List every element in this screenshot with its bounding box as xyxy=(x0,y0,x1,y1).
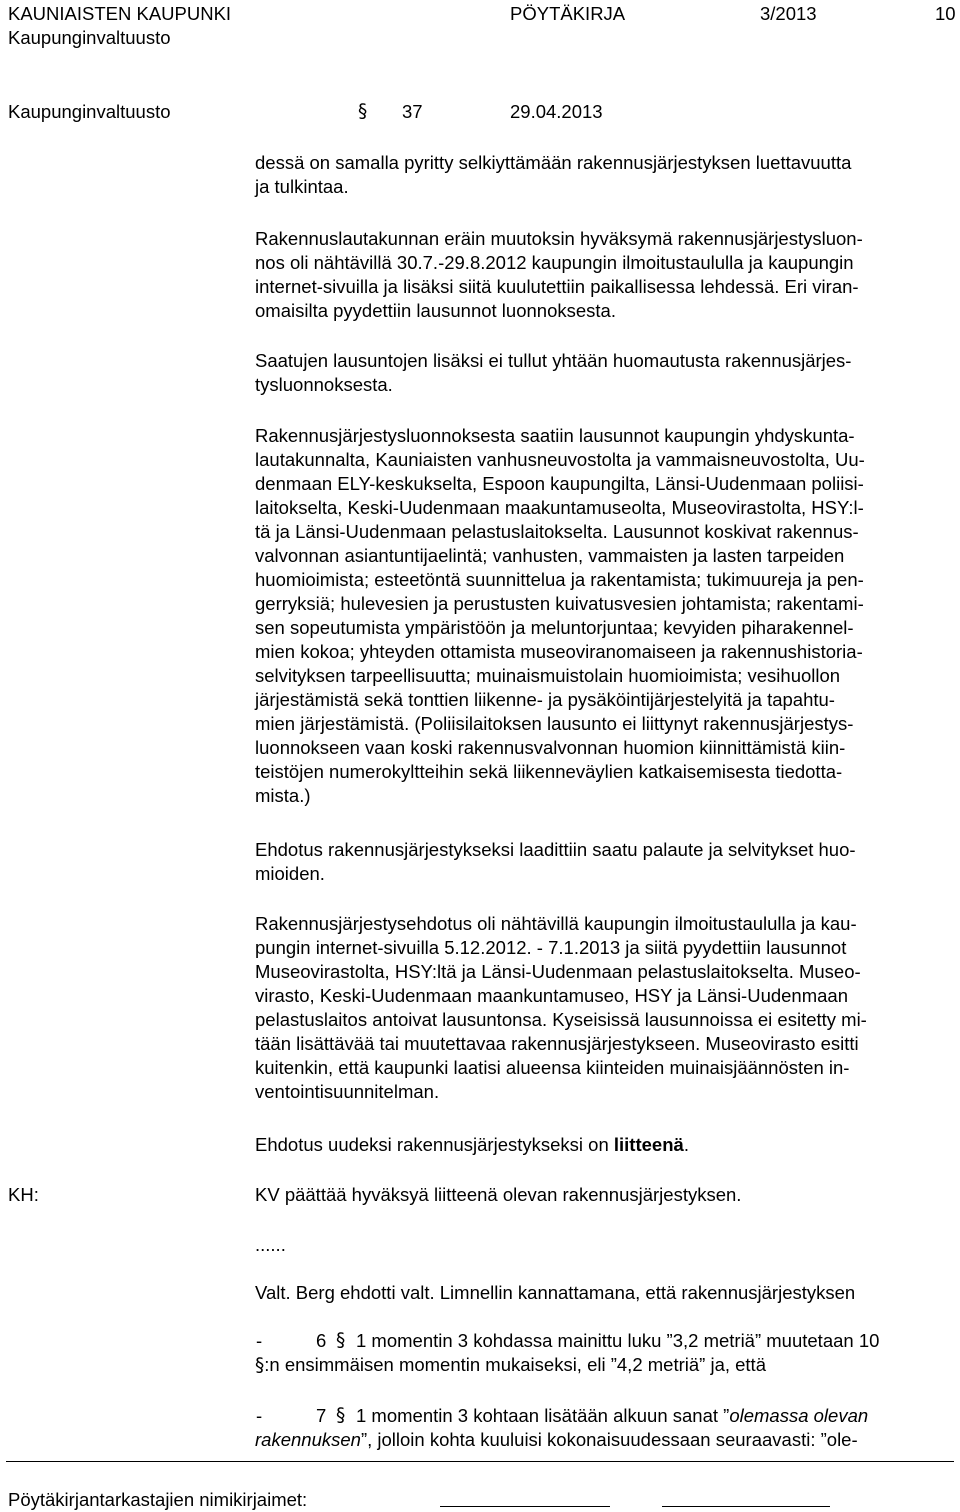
text-line: selvityksen tarpeellisuutta; muinaismuistolain huomioimista; vesihuollon xyxy=(255,665,841,686)
text-line: mista.) xyxy=(255,785,311,806)
meeting-body: Kaupunginvaltuusto xyxy=(8,101,171,122)
section-symbol: § xyxy=(358,101,368,122)
item-text-cont xyxy=(255,1428,858,1452)
ellipsis: ...... xyxy=(255,1234,286,1255)
doc-number: 3/2013 xyxy=(760,3,817,24)
text-line: pelastuslaitos antoivat lausuntonsa. Kyseisissä lausunnoissa ei esitetty mi- xyxy=(255,1009,867,1030)
text-line: Rakennusjärjestysehdotus oli nähtävillä kaupungin ilmoitustaululla ja kau- xyxy=(255,913,857,934)
doc-type: PÖYTÄKIRJA xyxy=(510,3,626,24)
text-line: denmaan ELY-keskukselta, Espoon kaupungilta, Länsi-Uudenmaan poliisi- xyxy=(255,473,864,494)
text-line: järjestämistä sekä tonttien liikenne- ja pysäköintijärjestelyitä ja tapahtu- xyxy=(255,689,835,710)
text-line: nos oli nähtävillä 30.7.-29.8.2012 kaupungin ilmoitustaululla ja kaupungin xyxy=(255,252,854,273)
text-line: mien järjestämistä. (Poliisilaitoksen lausunto ei liittynyt rakennusjärjestys- xyxy=(255,713,854,734)
signatures-label: Pöytäkirjantarkastajien nimikirjaimet: xyxy=(8,1489,308,1510)
attachment-period: . xyxy=(683,1134,689,1155)
text-line: virasto, Keski-Uudenmaan maankuntamuseo, HSY ja Länsi-Uudenmaan xyxy=(255,985,849,1006)
text-line: sen sopeutumista ympäristöön ja meluntorjuntaa; kevyiden piharakennel- xyxy=(255,617,854,638)
dept-name: Kaupunginvaltuusto xyxy=(8,27,171,48)
item-dash: - xyxy=(256,1405,263,1426)
section-number: 37 xyxy=(402,101,423,122)
section-symbol: § xyxy=(336,1405,346,1426)
paragraph-7 xyxy=(255,1133,689,1157)
item-text-italic: rakennuksen xyxy=(255,1429,361,1450)
text-line: Museovirastolta, HSY:ltä ja Länsi-Uudenmaan pelastuslaitokselta. Museo- xyxy=(255,961,861,982)
meeting-date: 29.04.2013 xyxy=(510,101,603,122)
text-line: pungin internet-sivuilla 5.12.2012. - 7.1.2013 ja siitä pyydettiin lausunnot xyxy=(255,937,847,958)
page-number: 10 xyxy=(935,3,956,24)
text-line: laitokselta, Keski-Uudenmaan maakuntamuseolta, Museovirastolta, HSY:l- xyxy=(255,497,864,518)
text-line: mioiden. xyxy=(255,863,325,884)
org-name: KAUNIAISTEN KAUPUNKI xyxy=(8,3,232,24)
text-line: huomioimista; esteetöntä suunnittelua ja rakentamista; tukimuureja ja pen- xyxy=(255,569,864,590)
text-line: Saatujen lausuntojen lisäksi ei tullut yhtään huomautusta rakennusjärjes- xyxy=(255,350,852,371)
attachment-link: liitteenä xyxy=(613,1134,684,1155)
text-line: gerryksiä; hulevesien ja perustusten kuivatusvesien johtamista; rakentami- xyxy=(255,593,864,614)
text-line: kuitenkin, että kaupunki laatisi alueensa kiinteiden muinaisjäännösten in- xyxy=(255,1057,850,1078)
item-text-plain: ”, jolloin kohta kuuluisi kokonaisuudessaan seuraavasti: ”ole- xyxy=(360,1429,858,1450)
text-line: omaisilta pyydettiin lausunnot luonnoksesta. xyxy=(255,300,616,321)
motion-text: Valt. Berg ehdotti valt. Limnellin kannattamana, että rakennusjärjestyksen xyxy=(255,1282,856,1303)
text-line: internet-sivuilla ja lisäksi siitä kuulutettiin paikallisessa lehdessä. Eri viran- xyxy=(255,276,859,297)
item-text-plain: 1 momentin 3 kohtaan lisätään alkuun sanat ” xyxy=(356,1405,730,1426)
text-line: luonnokseen vaan koski rakennusvalvonnan huomion kiinnittämistä kiin- xyxy=(255,737,846,758)
item-text-cont xyxy=(255,1353,766,1378)
text-line: dessä on samalla pyritty selkiyttämään rakennusjärjestyksen luettavuutta xyxy=(255,152,852,173)
text-line: teistöjen numerokyltteihin sekä liikenneväylien katkaisemisesta tiedotta- xyxy=(255,761,843,782)
text-line: ventointisuunnitelman. xyxy=(255,1081,440,1102)
text-line: tysluonnoksesta. xyxy=(255,374,393,395)
signature-line xyxy=(440,1506,610,1507)
item-text-italic: olemassa olevan xyxy=(729,1405,869,1426)
footer-divider xyxy=(6,1461,954,1462)
text-line: lautakunnalta, Kauniaisten vanhusneuvostolta ja vammaisneuvostolta, Uu- xyxy=(255,449,865,470)
signature-line xyxy=(662,1506,830,1507)
item-text xyxy=(356,1404,868,1428)
text-line: mien kokoa; yhteyden ottamista museoviranomaiseen ja rakennushistoria- xyxy=(255,641,863,662)
item-number: 6 xyxy=(316,1330,327,1351)
item-dash: - xyxy=(256,1330,263,1351)
item-text: :n ensimmäisen momentin mukaiseksi, eli ”4,2 metriä” ja, että xyxy=(264,1354,766,1375)
item-text: 1 momentin 3 kohdassa mainittu luku ”3,2 metriä” muutetaan 10 xyxy=(356,1330,880,1351)
text-line: valvonnan asiantuntijaelintä; vanhusten, vammaisten ja lasten tarpeiden xyxy=(255,545,845,566)
proposal-label: KH: xyxy=(8,1184,39,1205)
text-line: Rakennuslautakunnan eräin muutoksin hyväksymä rakennusjärjestysluon- xyxy=(255,228,863,249)
text-line: tään lisättävää tai muutettavaa rakennusjärjestykseen. Museovirasto esitti xyxy=(255,1033,859,1054)
proposal-text: KV päättää hyväksyä liitteenä olevan rakennusjärjestyksen. xyxy=(255,1184,742,1205)
attachment-text: Ehdotus uudeksi rakennusjärjestykseksi on xyxy=(255,1134,614,1155)
text-line: Rakennusjärjestysluonnoksesta saatiin lausunnot kaupungin yhdyskunta- xyxy=(255,425,855,446)
text-line: ja tulkintaa. xyxy=(255,176,349,197)
section-symbol: § xyxy=(255,1355,265,1376)
section-symbol: § xyxy=(336,1330,346,1351)
text-line: Ehdotus rakennusjärjestykseksi laadittiin saatu palaute ja selvitykset huo- xyxy=(255,839,856,860)
text-line: tä ja Länsi-Uudenmaan pelastuslaitokselta. Lausunnot koskivat rakennus- xyxy=(255,521,859,542)
item-number: 7 xyxy=(316,1405,327,1426)
